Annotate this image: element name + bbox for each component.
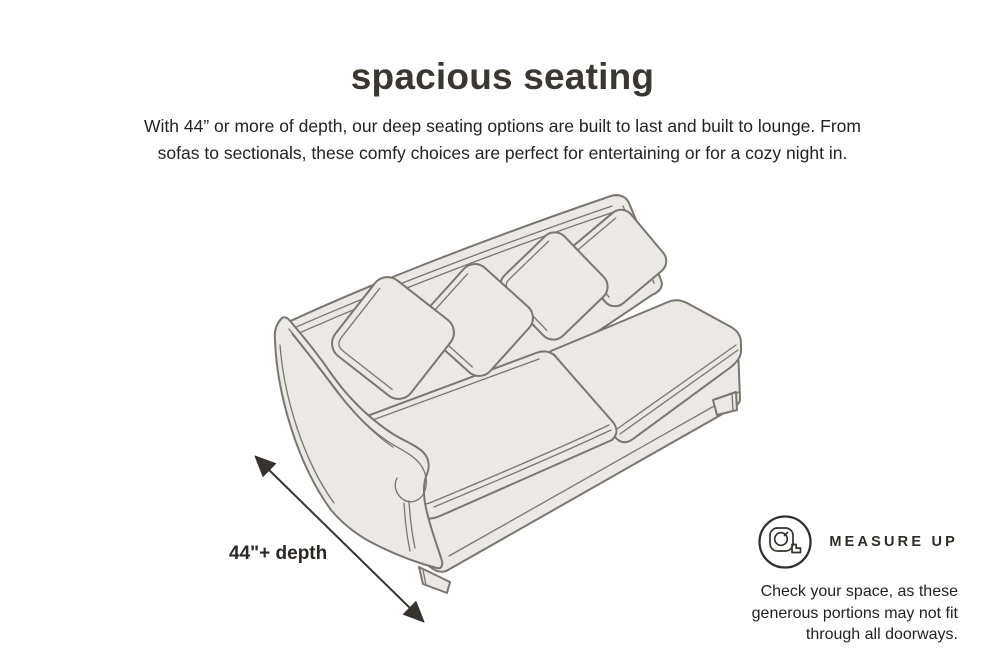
intro-line-2: sofas to sectionals, these comfy choices are perfect for entertaining or for a cozy night in. <box>157 143 848 163</box>
depth-dimension-label: 44"+ depth <box>229 543 328 564</box>
tape-measure-icon <box>757 514 813 570</box>
measure-up-note-line-1: Check your space, as these <box>760 583 958 600</box>
measure-up-heading: MEASURE UP <box>829 534 958 550</box>
page-title: spacious seating <box>350 56 655 97</box>
measure-up-callout <box>728 514 958 646</box>
intro-line-1: With 44” or more of depth, our deep seating options are built to last and built to lounge. From <box>144 116 861 136</box>
measure-up-note <box>728 581 958 646</box>
measure-up-note-line-3: through all doorways. <box>805 626 958 643</box>
measure-up-header <box>728 514 958 570</box>
measure-up-note-line-2: generous portions may not fit <box>751 604 958 622</box>
